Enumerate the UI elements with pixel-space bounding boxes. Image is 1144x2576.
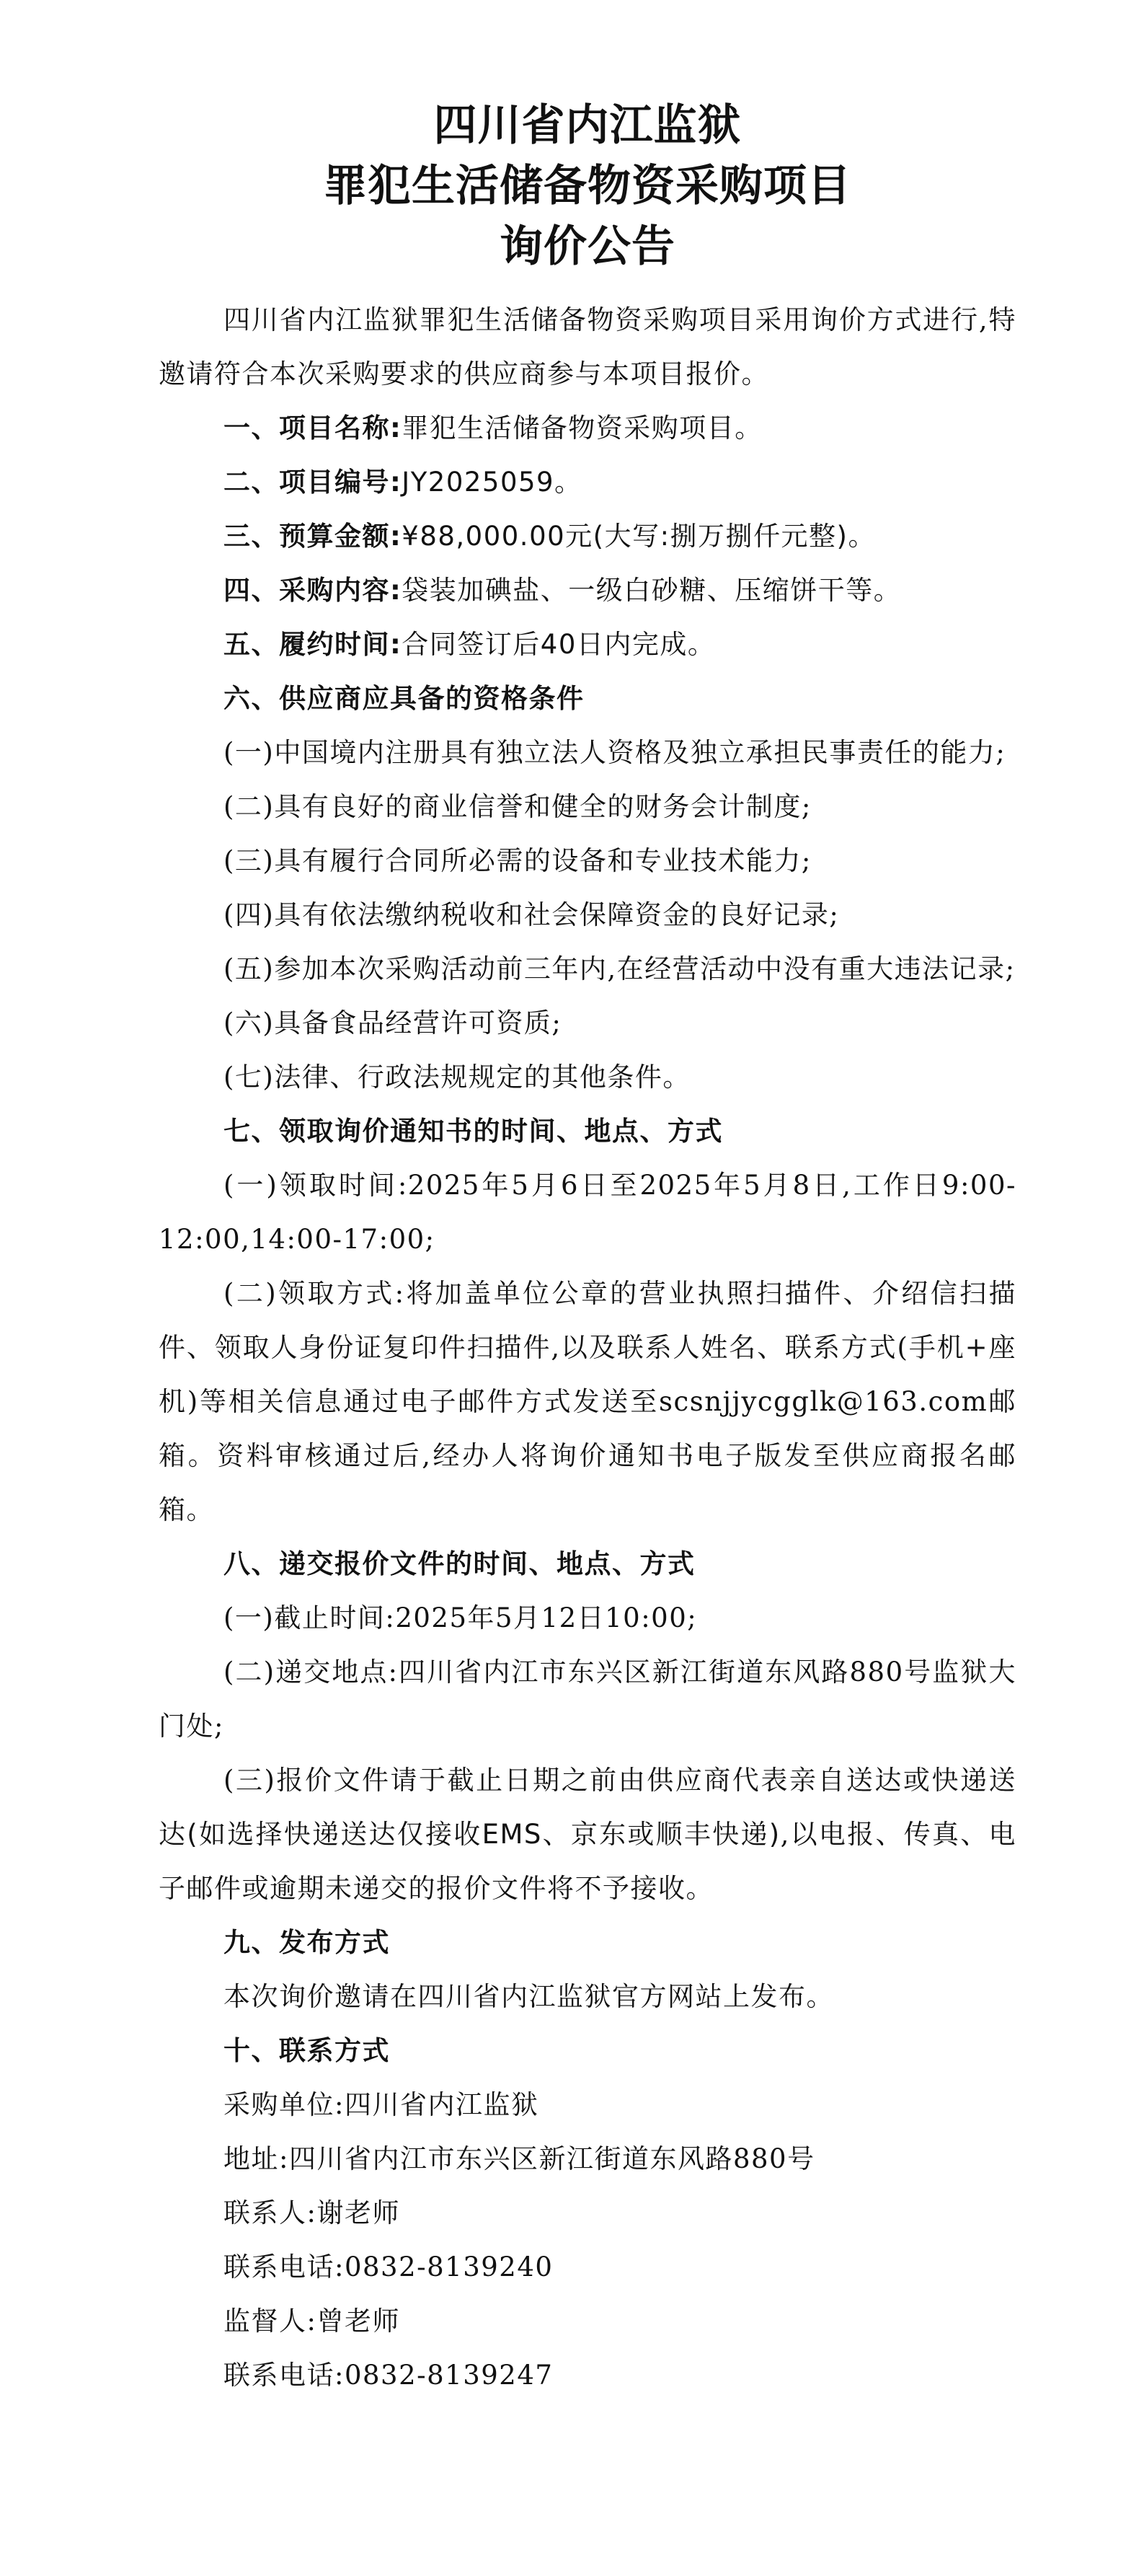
item-key: 一、项目名称: [223, 413, 402, 444]
section-10-heading: 十、联系方式 [223, 2035, 390, 2066]
item-value: 合同签订后40日内完成。 [402, 629, 716, 660]
item-key: 二、项目编号: [223, 467, 402, 498]
section-7-heading: 七、领取询价通知书的时间、地点、方式 [223, 1116, 723, 1147]
section-8-item: (一)截止时间:2025年5月12日10:00; [223, 1602, 698, 1633]
item-value: JY2025059。 [402, 467, 582, 498]
intro-paragraph: 四川省内江监狱罪犯生活储备物资采购项目采用询价方式进行,特邀请符合本次采购要求的供应商参与本项目报价。 [159, 304, 1016, 389]
section-6-item: (二)具有良好的商业信誉和健全的财务会计制度; [223, 791, 812, 822]
document-body [159, 293, 1016, 2402]
item-value: ¥88,000.00元(大写:捌万捌仟元整)。 [402, 521, 876, 552]
section-6-item: (六)具备食品经营许可资质; [223, 1007, 562, 1038]
contact-address: 地址:四川省内江市东兴区新江街道东风路880号 [223, 2143, 815, 2174]
title-line-1: 四川省内江监狱 [433, 100, 742, 151]
section-8-item: (二)递交地点:四川省内江市东兴区新江街道东风路880号监狱大门处; [159, 1657, 1016, 1742]
item-project-name [159, 401, 1016, 455]
section-8-item-3-pre: (三)报价文件请于截止日期之前由供应商代表亲自送达或快递送达 [159, 1765, 1016, 1850]
section-6-heading: 六、供应商应具备的资格条件 [223, 683, 585, 714]
section-7-item: (一)领取时间:2025年5月6日至2025年5月8日,工作日9:00-12:00,14:00-17:00; [159, 1170, 1016, 1255]
item-key: 三、预算金额: [223, 521, 402, 552]
item-content [159, 563, 1016, 617]
section-8-heading: 八、递交报价文件的时间、地点、方式 [223, 1548, 696, 1579]
contact-unit: 采购单位:四川省内江监狱 [223, 2089, 539, 2120]
title-line-3: 询价公告 [500, 221, 675, 272]
section-6-item: (七)法律、行政法规规定的其他条件。 [223, 1062, 691, 1093]
item-performance-time [159, 617, 1016, 671]
supervisor: 监督人:曾老师 [223, 2306, 400, 2337]
contact-phone: 联系电话:0832-8139240 [223, 2251, 554, 2282]
section-8-item-3-post: ,以电报、传真、电子邮件或逾期未递交的报价文件将不予接收。 [159, 1819, 1016, 1904]
item-value: 罪犯生活储备物资采购项目。 [402, 413, 763, 444]
section-6-item: (五)参加本次采购活动前三年内,在经营活动中没有重大违法记录; [223, 953, 1016, 984]
section-6-item: (四)具有依法缴纳税收和社会保障资金的良好记录; [223, 899, 840, 930]
section-8-item-3-courier-note: (如选择快递送达仅接收EMS、京东或顺丰快递) [187, 1819, 781, 1850]
section-6-item: (一)中国境内注册具有独立法人资格及独立承担民事责任的能力; [223, 737, 1006, 768]
item-budget [159, 509, 1016, 563]
announcement-document [159, 94, 1016, 2402]
item-key: 五、履约时间: [223, 629, 402, 660]
contact-person: 联系人:谢老师 [223, 2197, 400, 2228]
supervisor-phone: 联系电话:0832-8139247 [223, 2360, 554, 2391]
item-key: 四、采购内容: [223, 575, 402, 606]
section-6-item: (三)具有履行合同所必需的设备和专业技术能力; [223, 845, 812, 876]
section-7-item: (二)领取方式:将加盖单位公章的营业执照扫描件、介绍信扫描件、领取人身份证复印件扫描件,以及联系人姓名、联系方式(手机+座机)等相关信息通过电子邮件方式发送至scsnjjycgglk@163.com邮箱。资料审核通过后,经办人将询价通知书电子版发至供应商报名邮箱。 [159, 1278, 1016, 1525]
section-9-heading: 九、发布方式 [223, 1927, 390, 1958]
title-line-2: 罪犯生活储备物资采购项目 [324, 161, 851, 211]
section-8-item [159, 1753, 1016, 1915]
item-value: 袋装加碘盐、一级白砂糖、压缩饼干等。 [402, 575, 902, 606]
section-9-text: 本次询价邀请在四川省内江监狱官方网站上发布。 [223, 1981, 834, 2012]
item-project-number [159, 455, 1016, 509]
